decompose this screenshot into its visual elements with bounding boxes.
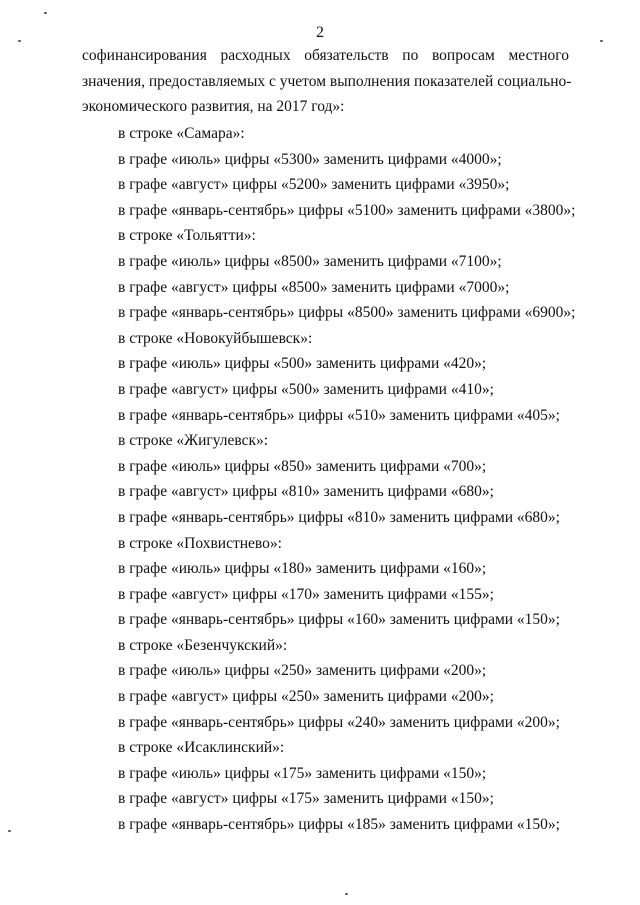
amendment-line: в графе «июль» цифры «500» заменить цифрами «420»; [118, 355, 487, 373]
amendment-line: в графе «январь-сентябрь» цифры «185» заменить цифрами «150»; [118, 816, 560, 834]
amendment-line: в строке «Тольятти»: [118, 227, 256, 245]
amendment-line: в графе «август» цифры «170» заменить цифрами «155»; [118, 585, 494, 603]
amendment-line: в строке «Безенчукский»: [118, 636, 288, 654]
scan-speck [345, 893, 348, 895]
amendment-line: в графе «июль» цифры «850» заменить цифрами «700»; [118, 457, 487, 475]
amendment-line: в графе «август» цифры «8500» заменить цифрами «7000»; [118, 278, 510, 296]
scan-speck [44, 12, 47, 14]
amendment-line: в строке «Самара»: [118, 125, 245, 142]
amendment-line: в графе «январь-сентябрь» цифры «160» заменить цифрами «150»; [118, 611, 560, 629]
scan-speck [8, 830, 11, 832]
amendment-line: в графе «август» цифры «5200» заменить цифрами «3950»; [118, 176, 510, 194]
amendment-line: в графе «август» цифры «175» заменить цифрами «150»; [118, 790, 494, 808]
amendment-line: в графе «июль» цифры «5300» заменить цифрами «4000»; [118, 150, 502, 168]
amendment-line: в графе «август» цифры «250» заменить цифрами «200»; [118, 688, 494, 706]
amendment-line: в графе «июль» цифры «180» заменить цифрами «160»; [118, 560, 487, 578]
amendment-line: в графе «январь-сентябрь» цифры «5100» заменить цифрами «3800»; [118, 201, 576, 219]
amendment-line: в строке «Исаклинский»: [118, 739, 285, 757]
amendment-line: в графе «август» цифры «500» заменить цифрами «410»; [118, 380, 494, 398]
amendment-line: в графе «январь-сентябрь» цифры «810» заменить цифрами «680»; [118, 508, 560, 526]
amendment-line: в графе «август» цифры «810» заменить цифрами «680»; [118, 483, 494, 501]
intro-line: экономического развития, на 2017 год»: [82, 98, 345, 116]
amendment-line: в графе «январь-сентябрь» цифры «8500» заменить цифрами «6900»; [118, 304, 576, 322]
amendment-line: в строке «Похвистнево»: [118, 534, 282, 552]
amendment-line: в графе «январь-сентябрь» цифры «240» заменить цифрами «200»; [118, 713, 560, 731]
amendment-list [118, 121, 598, 838]
amendment-line: в графе «июль» цифры «175» заменить цифрами «150»; [118, 764, 487, 782]
amendment-line: в графе «июль» цифры «8500» заменить цифрами «7100»; [118, 252, 502, 270]
amendment-line: в графе «январь-сентябрь» цифры «510» заменить цифрами «405»; [118, 406, 560, 424]
intro-line: значения, предоставляемых с учетом выполнения показателей социально- [82, 72, 572, 90]
amendment-line: в графе «июль» цифры «250» заменить цифрами «200»; [118, 662, 487, 680]
intro-line: софинансирования расходных обязательств по вопросам местного [82, 47, 569, 64]
page-number: 2 [316, 24, 324, 41]
amendment-line: в строке «Новокуйбышевск»: [118, 329, 313, 347]
amendment-line: в строке «Жигулевск»: [118, 432, 269, 450]
intro-paragraph [82, 43, 572, 120]
